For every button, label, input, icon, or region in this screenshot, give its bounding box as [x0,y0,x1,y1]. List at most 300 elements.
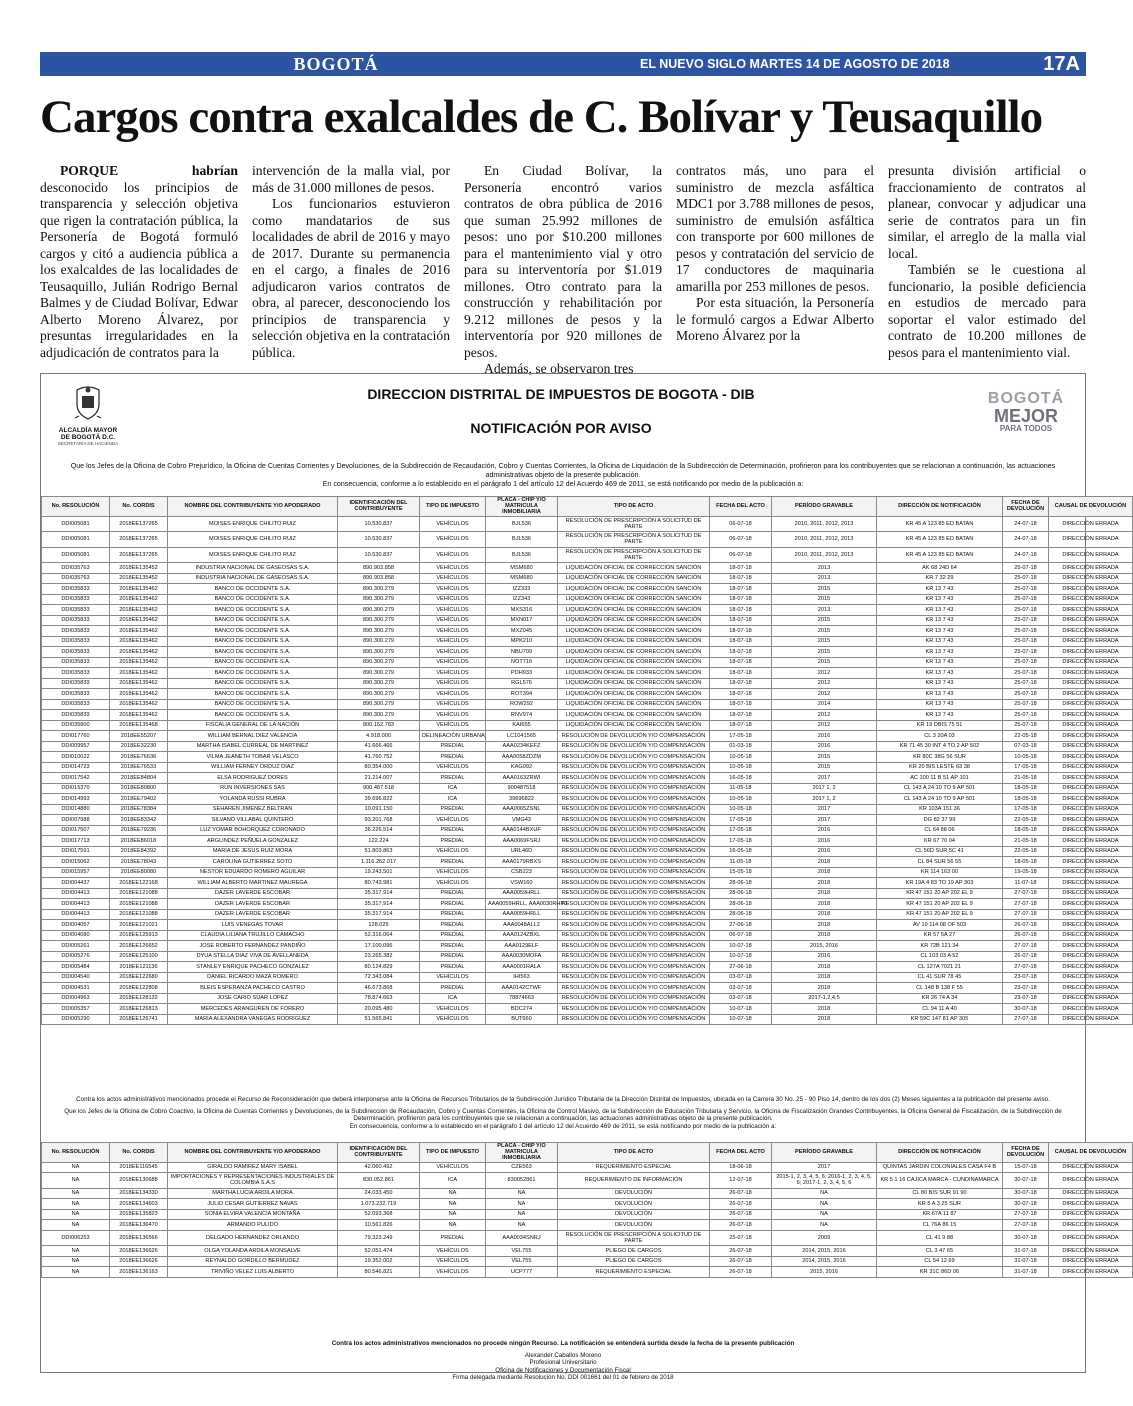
table-row [42,1267,1133,1278]
table-cell: DIRECCIÓN ERRADA [1049,899,1133,910]
crest-line1: ALCALDÍA MAYOR [58,427,118,434]
table-cell: RESOLUCIÓN DE DEVOLUCIÓN Y/O COMPENSACIÓN [558,857,710,868]
table-cell: DIRECCIÓN ERRADA [1049,615,1133,626]
table-cell: CL 54 12 69 [877,1256,1003,1267]
table-cell: CZE563 [486,1162,558,1173]
table-cell: VEHÍCULOS [420,1246,486,1257]
table-cell: 2016 [772,951,877,962]
table-cell: 26-07-18 [710,1267,772,1278]
table-cell: 2017 [772,804,877,815]
table-cell: 10.530.837 [338,547,420,563]
table-cell: RESOLUCIÓN DE PRESCRIPCIÓN A SOLICITUD DE PARTE [558,547,710,563]
table-cell: DIRECCIÓN ERRADA [1049,594,1133,605]
table-cell: IMPORTACIONES Y REPRESENTACIONES INDUSTRIALES DE COLOMBIA S.A.S [168,1173,338,1189]
table-cell: LUZ YOMAR BOHORQUEZ CORONADO [168,825,338,836]
table-cell: VEHÍCULOS [420,1014,486,1025]
table-cell: 2018EE135823 [110,1209,168,1220]
table-cell: 21.214.007 [338,773,420,784]
table-cell: 890.903.858 [338,563,420,574]
table-cell: 800.152.783 [338,720,420,731]
table-cell: KR 13 7 43 [877,689,1003,700]
table-cell: PREDIAL [420,951,486,962]
table-cell: DIRECCIÓN ERRADA [1049,983,1133,994]
table-cell: BANCO DE OCCIDENTE S.A. [168,615,338,626]
table-cell: 26-07-18 [710,1199,772,1210]
table-cell: AAA0059HRLL [486,909,558,920]
table-cell: 2018EE128132 [110,993,168,1004]
table-cell: KR 19A 4 83 TO 19 AP 303 [877,878,1003,889]
table-cell: 80.124.829 [338,962,420,973]
table-cell: 11-05-18 [710,783,772,794]
table-cell: DIRECCIÓN ERRADA [1049,1256,1133,1267]
table-cell: WILLIAM BERNAL DIEZ VALENCIA [168,731,338,742]
table-cell: 830.052.861 [338,1173,420,1189]
table-cell: 2013 [772,605,877,616]
table-cell: DYUA STELLA DIAZ VIVA DE AVELLANEDA [168,951,338,962]
table-cell: 11-07-18 [1003,878,1049,889]
table-cell: 26-07-18 [1003,951,1049,962]
table-cell: 18-07-18 [710,657,772,668]
table-cell: 15-07-18 [1003,1162,1049,1173]
table-cell: DIRECCIÓN ERRADA [1049,794,1133,805]
table-cell: 25-07-18 [1003,615,1049,626]
table-cell: AAA0142CTWF [486,983,558,994]
table-cell: 2018EE134603 [110,1199,168,1210]
table-cell: 2018EE135462 [110,594,168,605]
table-cell: IZZ333 [486,584,558,595]
table-cell: KR 13 7 43 [877,678,1003,689]
article-paragraph [464,163,662,361]
table-cell: NA [486,1188,558,1199]
table-cell: 2010, 2011, 2012, 2013 [772,547,877,563]
table-cell: CL 103 03 A 52 [877,951,1003,962]
table-cell: PREDIAL [420,825,486,836]
table-cell: DDI005484 [42,962,110,973]
table-cell: 26-07-18 [710,1188,772,1199]
table-cell: RESOLUCIÓN DE DEVOLUCIÓN Y/O COMPENSACIÓN [558,794,710,805]
table-cell: 2012 [772,710,877,721]
table-cell: BANCO DE OCCIDENTE S.A. [168,657,338,668]
table-cell: 80.354.000 [338,762,420,773]
table-row [42,909,1133,920]
table-cell: WILLIAM FERNEY ORDUZ DIAZ [168,762,338,773]
column-header: TIPO DE IMPUESTO [420,1143,486,1163]
table-cell: 2018EE135452 [110,573,168,584]
table-cell: VEHÍCULOS [420,563,486,574]
table-cell: 17.100.096 [338,941,420,952]
table-cell: 25-07-18 [1003,584,1049,595]
table-cell: AAA0124ZBXL [486,930,558,941]
column-header: TIPO DE IMPUESTO [420,497,486,517]
column-header: TIPO DE ACTO [558,497,710,517]
column-header: FECHA DE DEVOLUCIÓN [1003,497,1049,517]
table-cell: 27-07-18 [1003,899,1049,910]
table-cell: 18-07-18 [710,710,772,721]
table-row [42,1199,1133,1210]
table-cell: RESOLUCIÓN DE DEVOLUCIÓN Y/O COMPENSACIÓN [558,888,710,899]
table-cell: DDI005276 [42,951,110,962]
table-cell: 2018EE122808 [110,983,168,994]
table-cell: 2015 [772,657,877,668]
table-cell: 26-07-18 [710,1209,772,1220]
table-cell: 06-07-18 [710,547,772,563]
table-cell: VEHÍCULOS [420,1004,486,1015]
table-cell: CL 148 B 138 F 55 [877,983,1003,994]
table-cell: NA [42,1246,110,1257]
table-row [42,584,1133,595]
publication-date: EL NUEVO SIGLO MARTES 14 DE AGOSTO DE 2018 [640,57,950,71]
table-cell: KR 13 7 43 [877,657,1003,668]
table-cell: LIQUIDACIÓN OFICIAL DE CORRECCIÓN SANCIÓN [558,720,710,731]
table-cell: IZZ343 [486,594,558,605]
signature-line: Oficina de Notificaciones y Documentación Fiscal [495,1366,631,1374]
table-cell: PREDIAL [420,888,486,899]
table-cell: 890.300.279 [338,584,420,595]
table-cell: CL 41 9 88 [877,1230,1003,1246]
crest-line2: DE BOGOTÁ D.C. [60,434,116,441]
table-cell: 2018EE135462 [110,710,168,721]
table-cell: 2015, 2016 [772,1267,877,1278]
signature-block [47,1352,1079,1382]
table-cell: 27-06-18 [710,962,772,973]
table-cell: VEHÍCULOS [420,762,486,773]
table-cell: DIRECCIÓN ERRADA [1049,1220,1133,1231]
table-cell: ICA [420,783,486,794]
table-cell: KR 13 7 43 [877,594,1003,605]
table-cell: DIRECCIÓN ERRADA [1049,1267,1133,1278]
table-cell: DIRECCIÓN ERRADA [1049,657,1133,668]
table-cell: 2014 [772,699,877,710]
table-cell: 17-05-18 [710,731,772,742]
table-cell: 890.300.279 [338,657,420,668]
table-cell: 10-05-18 [710,794,772,805]
table-cell: 2010, 2011, 2012, 2013 [772,516,877,532]
column-header: PERÍODO GRAVABLE [772,1143,877,1163]
table-cell: PREDIAL [420,857,486,868]
table-cell: 28-06-18 [710,899,772,910]
table-cell: 25-07-18 [1003,647,1049,658]
table-cell: DIRECCIÓN ERRADA [1049,752,1133,763]
table-cell: DIRECCIÓN ERRADA [1049,1199,1133,1210]
table-cell: RESOLUCIÓN DE DEVOLUCIÓN Y/O COMPENSACIÓN [558,731,710,742]
table-cell: VEHÍCULOS [420,626,486,637]
table-cell: 72.343.084 [338,972,420,983]
table-cell: LIQUIDACIÓN OFICIAL DE CORRECCIÓN SANCIÓN [558,689,710,700]
table-cell: PREDIAL [420,983,486,994]
table-cell: 10-07-18 [710,951,772,962]
table-cell: 890.300.279 [338,647,420,658]
table-cell: 2012 [772,689,877,700]
table-cell: 19-05-18 [1003,867,1049,878]
table-cell: DDI035763 [42,573,110,584]
column-header: FECHA DEL ACTO [710,1143,772,1163]
column-header: DIRECCIÓN DE NOTIFICACIÓN [877,1143,1003,1163]
table-cell: VEHÍCULOS [420,972,486,983]
table-cell: 18-07-18 [710,636,772,647]
table-row [42,615,1133,626]
table-cell: 31-07-18 [1003,1267,1049,1278]
article-paragraph [888,262,1086,361]
table-cell: DIRECCIÓN ERRADA [1049,1014,1133,1025]
table-cell: KR 47 151 20 AP 202 EL 9 [877,909,1003,920]
table-cell: RUN INVERSIONES SAS [168,783,338,794]
table-cell: DIRECCIÓN ERRADA [1049,547,1133,563]
paragraph-text: También se le cuestiona al funcionario, la posible deficiencia en estudios de mercado para soportar el valor estimado del contrato de 10.200 millones de pesos para el mantenimiento vial. [888,262,1086,360]
table-cell: 23-07-18 [1003,983,1049,994]
table-cell: DDI007988 [42,815,110,826]
signature-line: Profesional Universitario [529,1359,597,1367]
table-cell: 2018EE136470 [110,1220,168,1231]
table-cell: REYNALDO GORDILLO BERMUDEZ [168,1256,338,1267]
table-cell: CL 41 SUR 78 45 [877,972,1003,983]
table-cell: 27-07-18 [1003,1220,1049,1231]
table-cell: AAA0129ELF [486,941,558,952]
table-cell: ROT394 [486,689,558,700]
article-body [40,163,1086,376]
table-cell: DIRECCIÓN ERRADA [1049,888,1133,899]
table-cell: DDI035763 [42,563,110,574]
table-cell: 2018 [772,909,877,920]
table-cell: 2018EE135462 [110,605,168,616]
table-cell: MXN017 [486,615,558,626]
table-cell: DDI035800 [42,720,110,731]
table-cell: BANCO DE OCCIDENTE S.A. [168,678,338,689]
table-cell: DDI015062 [42,857,110,868]
table-cell: DIRECCIÓN ERRADA [1049,731,1133,742]
table-cell: DIRECCIÓN ERRADA [1049,815,1133,826]
table-cell: 03-07-18 [710,972,772,983]
table-cell: VEHÍCULOS [420,710,486,721]
table-cell: LIQUIDACIÓN OFICIAL DE CORRECCIÓN SANCIÓN [558,710,710,721]
table-row [42,836,1133,847]
table-cell: 25-07-18 [1003,710,1049,721]
table-cell: AAA0059HRLL [486,888,558,899]
table-cell: 42.060.492 [338,1162,420,1173]
table-cell: 2010, 2011, 2012, 2013 [772,532,877,548]
table-cell: JOSE ROBERTO FERNANDEZ PANDIÑO [168,941,338,952]
table-cell: 23-07-18 [1003,972,1049,983]
table-cell: 19.243.501 [338,867,420,878]
paragraph-text: desconocido los principios de transparencia y selección objetiva que rigen la contratación pública, la Personería de Bogotá formuló cargos y citó a audiencia pública a los exalcaldes de las localidades de Teusaquillo, Julián Rodrigo Bernal Balmes y de Ciudad Bolívar, Edwar Alberto Moreno Álvarez, por presuntas irregularidades en la adjudicación de contratos para la [40,179,238,360]
article-paragraph [252,196,450,361]
table-cell: KR 13 7 43 [877,647,1003,658]
table-cell: 51.565.841 [338,1014,420,1025]
table-cell: 2016 [772,836,877,847]
table-cell: VEHÍCULOS [420,1267,486,1278]
table-cell: REQUERIMIENTO ESPECIAL [558,1162,710,1173]
table-cell: DIRECCIÓN ERRADA [1049,762,1133,773]
table-cell: 2018 [772,1004,877,1015]
table-cell: 25-07-18 [1003,626,1049,637]
table-cell: 890.300.279 [338,710,420,721]
table-cell: ARGLINDEZ PEÑUELA GONZALEZ [168,836,338,847]
table-cell: VEHÍCULOS [420,573,486,584]
table-cell: DIRECCIÓN ERRADA [1049,878,1133,889]
table-cell: NA [772,1209,877,1220]
table-cell: DELGADO HERNANDEZ ORLANDO [168,1230,338,1246]
table-cell: MARTHA LUCIA ARDILA MORA [168,1188,338,1199]
crest-line3: SECRETARÍA DE HACIENDA [57,441,119,446]
table-cell: 31-07-18 [1003,1256,1049,1267]
table-cell: VEHÍCULOS [420,516,486,532]
table-row [42,773,1133,784]
table-cell: ICA [420,1173,486,1189]
table-cell: KR 13 7 43 [877,636,1003,647]
table-row [42,594,1133,605]
table-row [42,516,1133,532]
table-cell: 39696822 [486,794,558,805]
table-cell: DDI035833 [42,668,110,679]
table-cell: PREDIAL [420,804,486,815]
table-row [42,930,1133,941]
table-cell: PREDIAL [420,752,486,763]
table-cell: 41.666.466 [338,741,420,752]
table-cell: DIRECCIÓN ERRADA [1049,930,1133,941]
tax-notice [40,373,1127,1382]
table-row [42,668,1133,679]
table-cell: RESOLUCIÓN DE DEVOLUCIÓN Y/O COMPENSACIÓN [558,993,710,1004]
table-cell: KR 72B 121 34 [877,941,1003,952]
table-cell: DDI005081 [42,532,110,548]
column-header: No. CORDIS [110,1143,168,1163]
table-cell: 2018EE137265 [110,547,168,563]
table-cell: 22-05-18 [1003,846,1049,857]
table-cell: DDI015370 [42,783,110,794]
table-header-row [42,1143,1133,1163]
table-cell: 890.300.279 [338,605,420,616]
table-cell: DDI017507 [42,825,110,836]
table-cell: DIRECCIÓN ERRADA [1049,941,1133,952]
table-cell: DDI035833 [42,626,110,637]
table-cell: CL 143 A 24 10 TO 9 AP 501 [877,794,1003,805]
table-cell: 19.352.002 [338,1256,420,1267]
table-cell: 2018EE137265 [110,532,168,548]
table-cell: CL 80 BIS SUR 91 90 [877,1188,1003,1199]
column-header: PLACA - CHIP Y/O MATRICULA INMOBILIARIA [486,1143,558,1163]
table-cell: KR 31C 86D 06 [877,1267,1003,1278]
table-cell: 52.316.064 [338,930,420,941]
table-cell: AAA0163ZRWI [486,773,558,784]
recourse-note: Contra los actos administrativos mencionados procede el Recurso de Reconsideración que deberá interponerse ante la Oficina de Recursos Tributarios de la Subdirección Jurídico Tributaria de la Dirección Distrital de Impuestos, ubicada en la Carrera 30 No. 25 - 90 Piso 14, dentro de los dos (2) Meses siguientes a la publicación del presente aviso. [76,1096,1050,1103]
table-cell: 27-06-18 [710,920,772,931]
table-cell: MOISES ENRIQUE CHILITO RUIZ [168,516,338,532]
table-cell: KR 67 70 04 [877,836,1003,847]
notice-table-1 [41,496,1133,1025]
table-cell: RESOLUCIÓN DE DEVOLUCIÓN Y/O COMPENSACIÓN [558,920,710,931]
table-cell: 1.116.252.017 [338,857,420,868]
table-cell: DIRECCIÓN ERRADA [1049,836,1133,847]
table-cell: 17-05-18 [710,836,772,847]
table-cell: 22-05-18 [1003,815,1049,826]
logo-bottom: PARA TODOS [999,424,1053,433]
table-cell: INDUSTRIA NACIONAL DE GASEOSAS S.A. [168,563,338,574]
table-cell: 2018EE116545 [110,1162,168,1173]
table-cell: DDI017713 [42,836,110,847]
table-cell: DDI014880 [42,804,110,815]
table-cell: 2018EE137265 [110,516,168,532]
table-row [42,920,1133,931]
table-cell: 24-07-18 [1003,516,1049,532]
table-cell: 01-03-18 [710,741,772,752]
table-cell: RESOLUCIÓN DE DEVOLUCIÓN Y/O COMPENSACIÓN [558,1014,710,1025]
table-cell: VEHÍCULOS [420,668,486,679]
table-cell: DELINEACIÓN URBANA [420,731,486,742]
table-cell: URL46D [486,846,558,857]
table-cell: DAZER LAVERDE ESCOBAR [168,888,338,899]
table-cell: 890.300.279 [338,594,420,605]
table-cell: 18-05-18 [1003,825,1049,836]
table-cell: 27-07-18 [1003,941,1049,952]
table-cell: 2018EE80080 [110,867,168,878]
table-row [42,678,1133,689]
table-cell: FISCALIA GENERAL DE LA NACIÓN [168,720,338,731]
table-cell: DDI035833 [42,605,110,616]
table-cell: DDI004540 [42,972,110,983]
table-cell: AAA0234KEFZ [486,741,558,752]
table-cell: DIRECCIÓN ERRADA [1049,626,1133,637]
table-cell: MXZ045 [486,626,558,637]
table-cell: NA [420,1209,486,1220]
table-cell: 26-07-18 [710,1246,772,1257]
table-cell: DEVOLUCIÓN [558,1188,710,1199]
table-cell: CL 56D SUR 5C 41 [877,846,1003,857]
table-cell: DDI010022 [42,752,110,763]
second-intro-text2: En consecuencia, conforme a lo establecido en el parágrafo 1 del artículo 12 del Acuerdo 469 de 2011, se está notificando por medio de la publicación a: [349,1122,777,1130]
notice-intro [47,462,1079,489]
table-cell: 27-07-18 [1003,1209,1049,1220]
table-cell: MXS316 [486,605,558,616]
table-cell: DIRECCIÓN ERRADA [1049,857,1133,868]
table-cell: 2018 [772,857,877,868]
table-cell: AAA0179RBXS [486,857,558,868]
paragraph-text: intervención de la malla vial, por más de 31.000 millones de pesos. [252,163,450,195]
table-cell: 2018EE135462 [110,668,168,679]
table-cell: 2017 [772,773,877,784]
table-cell: VEHÍCULOS [420,720,486,731]
table-cell: PREDIAL [420,741,486,752]
table-row [42,867,1133,878]
table-cell: DIRECCIÓN ERRADA [1049,563,1133,574]
table-cell: DAZER LAVERDE ESCOBAR [168,909,338,920]
table-cell: DEVOLUCIÓN [558,1209,710,1220]
table-cell: 2015 [772,615,877,626]
table-cell: NA [42,1209,110,1220]
bogota-mejor-logo [981,390,1071,433]
table-cell: KR 13 7 43 [877,605,1003,616]
table-cell: 890.903.858 [338,573,420,584]
table-cell: DIRECCIÓN ERRADA [1049,993,1133,1004]
table-cell: JULIO CESAR GUTIERREZ NAVAS [168,1199,338,1210]
table-cell: RESOLUCIÓN DE DEVOLUCIÓN Y/O COMPENSACIÓN [558,741,710,752]
notice-intro-text2: En consecuencia, conforme a lo establecido en el parágrafo 1 del artículo 12 del Acuerdo 469 de 2011, se está notificando por medio de la publicación a: [322,480,804,488]
table-cell: PREDIAL [420,1230,486,1246]
table-cell: VEHÍCULOS [420,647,486,658]
table-cell: 26-07-18 [1003,920,1049,931]
table-cell: ROW292 [486,699,558,710]
table-cell: 2012 [772,668,877,679]
table-cell: DDI005357 [42,1004,110,1015]
table-cell: RESOLUCIÓN DE DEVOLUCIÓN Y/O COMPENSACIÓN [558,752,710,763]
table-cell: AAA0048ALL2 [486,920,558,931]
table-cell: 890.300.279 [338,636,420,647]
table-cell: CLAUDIA LILIANA TRUJILLO CAMACHO [168,930,338,941]
table-cell: 20.095.480 [338,1004,420,1015]
table-cell: OLGA YOLANDA ARDILA MONSALVE [168,1246,338,1257]
table-cell: 25-07-18 [1003,699,1049,710]
table-cell: RESOLUCIÓN DE DEVOLUCIÓN Y/O COMPENSACIÓN [558,951,710,962]
table-cell: BLEIS ESPERANZA PACHECO CASTRO [168,983,338,994]
table-cell: RESOLUCIÓN DE DEVOLUCIÓN Y/O COMPENSACIÓN [558,909,710,920]
